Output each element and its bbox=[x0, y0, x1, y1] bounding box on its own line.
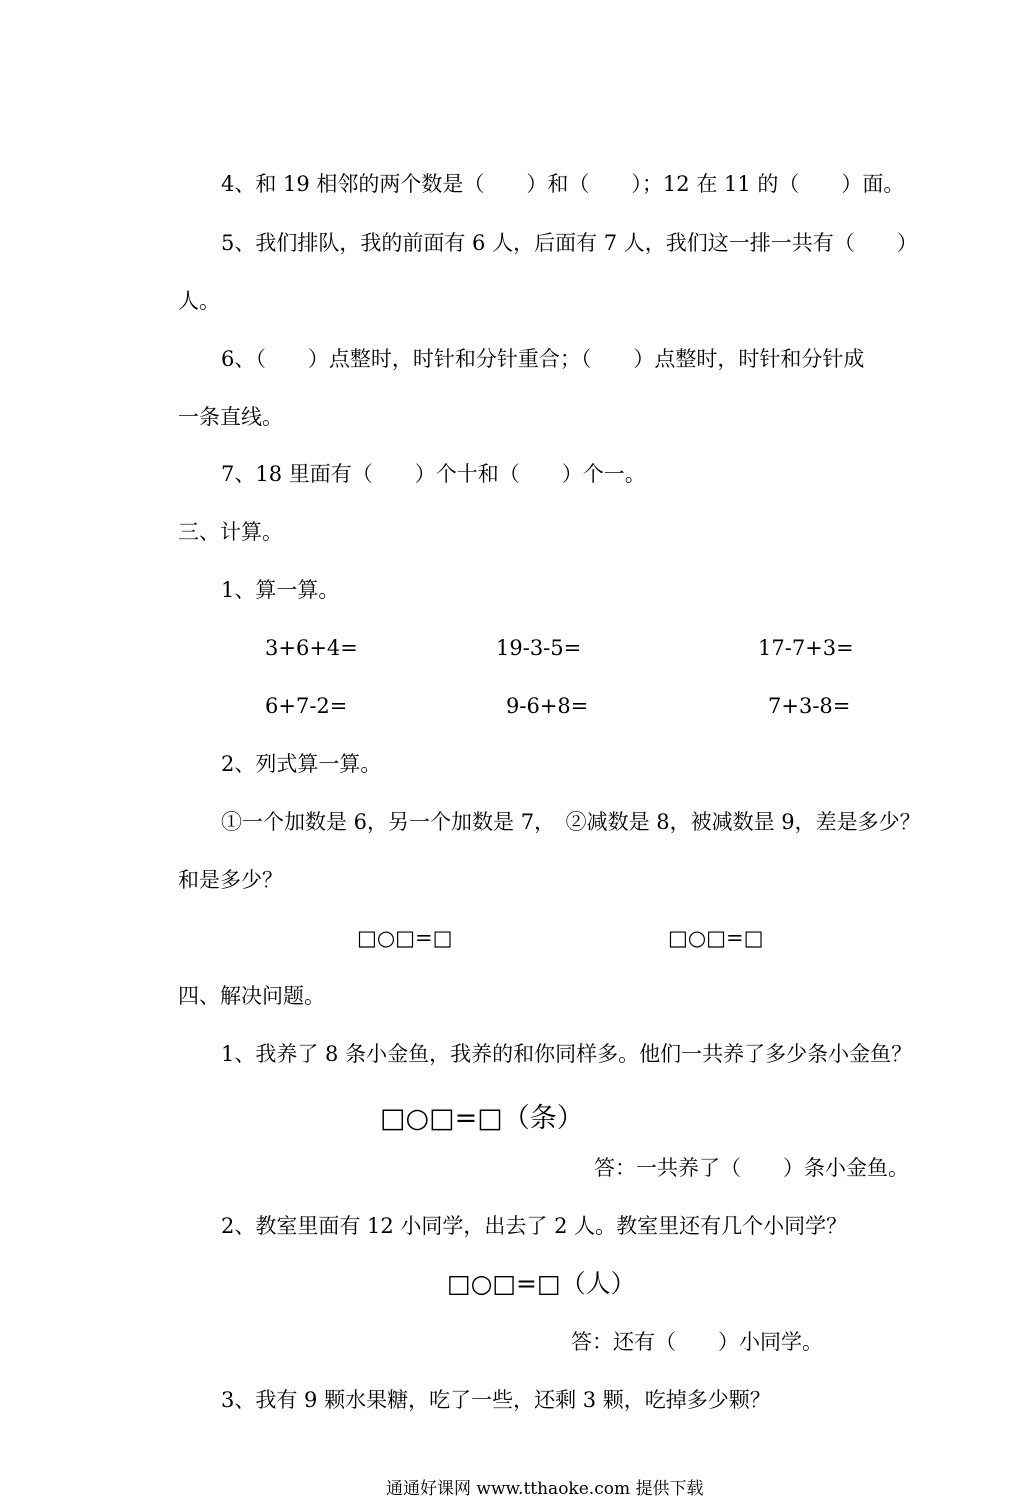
problem-3: 3、我有 9 颗水果糖，吃了一些，还剩 3 颗，吃掉多少颗？ bbox=[221, 1388, 771, 1412]
question-5-line-2: 人。 bbox=[178, 289, 220, 313]
equation: 7+3-8= bbox=[768, 694, 851, 718]
equation: 9-6+8= bbox=[506, 694, 589, 718]
footer-credit: 通通好课网 www.tthaoke.com 提供下载 bbox=[386, 1479, 704, 1499]
question-6-line-1: 6、（ ）点整时，时针和分针重合；（ ）点整时，时针和分针成 bbox=[221, 347, 865, 371]
formula-right: □○□=□ bbox=[668, 926, 764, 950]
section-4-heading: 四、解决问题。 bbox=[178, 984, 325, 1008]
equation: 6+7-2= bbox=[265, 694, 348, 718]
problem-2-answer: 答：还有（ ）小同学。 bbox=[571, 1330, 823, 1354]
problem-1-formula: □○□=□（条） bbox=[380, 1103, 584, 1134]
equation: 3+6+4= bbox=[265, 636, 358, 660]
equation: 17-7+3= bbox=[758, 636, 854, 660]
problem-2: 2、教室里面有 12 小同学，出去了 2 人。教室里还有几个小同学？ bbox=[221, 1214, 848, 1238]
word-problem-line-2: 和是多少？ bbox=[178, 868, 283, 892]
formula-left: □○□=□ bbox=[357, 926, 453, 950]
question-6-line-2: 一条直线。 bbox=[178, 405, 283, 429]
sub-question-2: 2、列式算一算。 bbox=[221, 752, 382, 776]
equation: 19-3-5= bbox=[496, 636, 582, 660]
question-4: 4、和 19 相邻的两个数是（ ）和（ ）；12 在 11 的（ ）面。 bbox=[221, 172, 905, 196]
problem-1-answer: 答：一共养了（ ）条小金鱼。 bbox=[594, 1156, 909, 1180]
sub-question-1: 1、算一算。 bbox=[221, 578, 340, 602]
section-3-heading: 三、计算。 bbox=[178, 520, 283, 544]
question-7: 7、18 里面有（ ）个十和（ ）个一。 bbox=[221, 462, 646, 486]
word-problem-line-1: ①一个加数是 6，另一个加数是 7， ②减数是 8，被减数昰 9，差是多少？ bbox=[221, 810, 921, 834]
question-5-line-1: 5、我们排队，我的前面有 6 人，后面有 7 人，我们这一排一共有（ ） bbox=[221, 231, 918, 255]
problem-1: 1、我养了 8 条小金鱼，我养的和你同样多。他们一共养了多少条小金鱼？ bbox=[221, 1042, 913, 1066]
problem-2-formula: □○□=□（人） bbox=[447, 1269, 636, 1298]
